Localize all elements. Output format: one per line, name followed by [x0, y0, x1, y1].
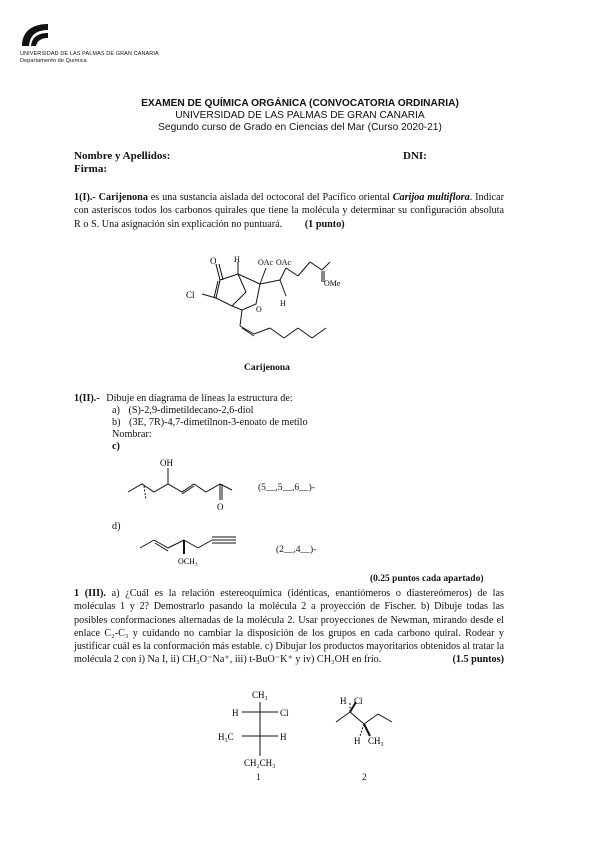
q2-c-structure — [124, 452, 234, 512]
carijenona-atom-h-top: H — [234, 255, 240, 264]
q1-molecule-name: Carijenona — [98, 192, 148, 203]
exam-title: EXAMEN DE QUÍMICA ORGÁNICA (CONVOCATORIA ORDINARIA) — [141, 98, 459, 109]
q2-item-b-text: (3E, 7R)-4,7-dimetilnon-3-enoato de metilo — [129, 417, 308, 428]
fischer-r1-right: Cl — [280, 708, 289, 718]
mol2-cl: Cl — [354, 696, 363, 706]
logo-university-line: UNIVERSIDAD DE LAS PALMAS DE GRAN CANARIA — [20, 51, 159, 57]
fischer-r2-left: H₃C — [218, 732, 234, 742]
q2-item-d-answer: (2__,4__)- — [276, 545, 317, 555]
q2-d-och3: OCH₃ — [178, 557, 198, 566]
q1-points: (1 punto) — [304, 218, 345, 230]
q1-text-a: es una sustancia aislada del octocoral del Pacífico oriental — [147, 192, 393, 203]
q2-item-b-label: b) — [112, 417, 121, 428]
carijenona-atom-oac-2: OAc — [276, 258, 292, 267]
q2-intro-text: Dibuje en diagrama de líneas la estructura de: — [106, 393, 293, 404]
fischer-r2-right: H — [280, 732, 287, 742]
q1-species: Carijoa multiflora — [392, 192, 470, 203]
carijenona-structure — [180, 248, 380, 358]
q3-number: 1 (III). — [74, 588, 106, 599]
q2-item-a-label: a) — [112, 405, 120, 416]
exam-university: UNIVERSIDAD DE LAS PALMAS DE GRAN CANARIA — [175, 110, 425, 121]
q2-c-oh: OH — [160, 458, 173, 468]
carijenona-atom-h-ring: H — [280, 299, 286, 308]
molecule-2-structure — [330, 694, 410, 754]
carijenona-atom-oac-1: OAc — [258, 258, 274, 267]
carijenona-atom-ome: OMe — [324, 279, 341, 288]
signature-field-label: Firma: — [74, 163, 107, 175]
fischer-top: CH₃ — [252, 690, 268, 700]
university-logo — [20, 22, 50, 53]
q2-number: 1(II).- — [74, 393, 100, 404]
q2-c-o: O — [217, 502, 224, 512]
q1-number: 1(I).- — [74, 192, 96, 203]
carijenona-caption: Carijenona — [244, 363, 290, 373]
fischer-bottom: CH₂CH₃ — [244, 758, 276, 768]
q2-d-structure — [136, 526, 246, 568]
q3-text: a) ¿Cuál es la relación estereoquímica (idénticas, enantiómeros o diastereómeros) de las moléculas 1 y 2? Demostrarlo pasando la molécula 2 a proyección de Fischer. b) Dibuje todas las posibles conformaciones alternadas de la molécula 2. Usar proyecciones de Newman, mirando desde el enlace C₂-C₃ y cuidando no cambiar la disposición de los grupos en cada carbono quiral. Rodear y justificar cuál es la conformación más estable. c) Dibujar los productos mayoritarios obtenidos al tratar la molécula 2 con i) Na I, ii) CH₃O⁻Na⁺, iii) t-BuO⁻K⁺ y iv) CH₃OH en frío. — [74, 588, 504, 666]
ulpgc-logo-icon — [20, 22, 50, 48]
carijenona-atom-cl: Cl — [186, 290, 195, 300]
q2-points: (0.25 puntos cada apartado) — [370, 574, 484, 584]
molecule-2-label: 2 — [362, 773, 367, 783]
mol2-h-top: H — [340, 696, 347, 706]
q3-points: (1.5 puntos) — [452, 654, 504, 666]
fischer-projection-1 — [210, 690, 300, 770]
molecule-1-label: 1 — [256, 773, 261, 783]
carijenona-atom-o-ketone: O — [210, 256, 217, 266]
mol2-ch3: CH₃ — [368, 736, 384, 746]
dni-field-label: DNI: — [403, 150, 427, 162]
name-field-label: Nombre y Apellidos: — [74, 150, 171, 162]
q1-text-b: . Indicar con asteriscos todos los carbonos quirales que tiene la molécula y determinar su configuración absoluta R o S. Una asignación sin explicación no puntuará. — [74, 192, 504, 230]
q2-item-c-label: c) — [112, 441, 120, 452]
carijenona-atom-o-ring: O — [256, 305, 262, 314]
logo-department-line: Departamento de Química — [20, 58, 87, 64]
question-1-text — [74, 191, 504, 231]
q2-item-c-answer: (5__,5__,6__)- — [258, 483, 315, 493]
fischer-r1-left: H — [232, 708, 239, 718]
q2-nombrar: Nombrar: — [112, 429, 152, 440]
exam-course: Segundo curso de Grado en Ciencias del Mar (Curso 2020-21) — [158, 122, 442, 133]
q2-item-d-label: d) — [112, 521, 121, 532]
question-3-text — [74, 587, 504, 667]
q2-item-a-text: (S)-2,9-dimetildecano-2,6-diol — [128, 405, 254, 416]
mol2-h-bottom: H — [354, 736, 361, 746]
